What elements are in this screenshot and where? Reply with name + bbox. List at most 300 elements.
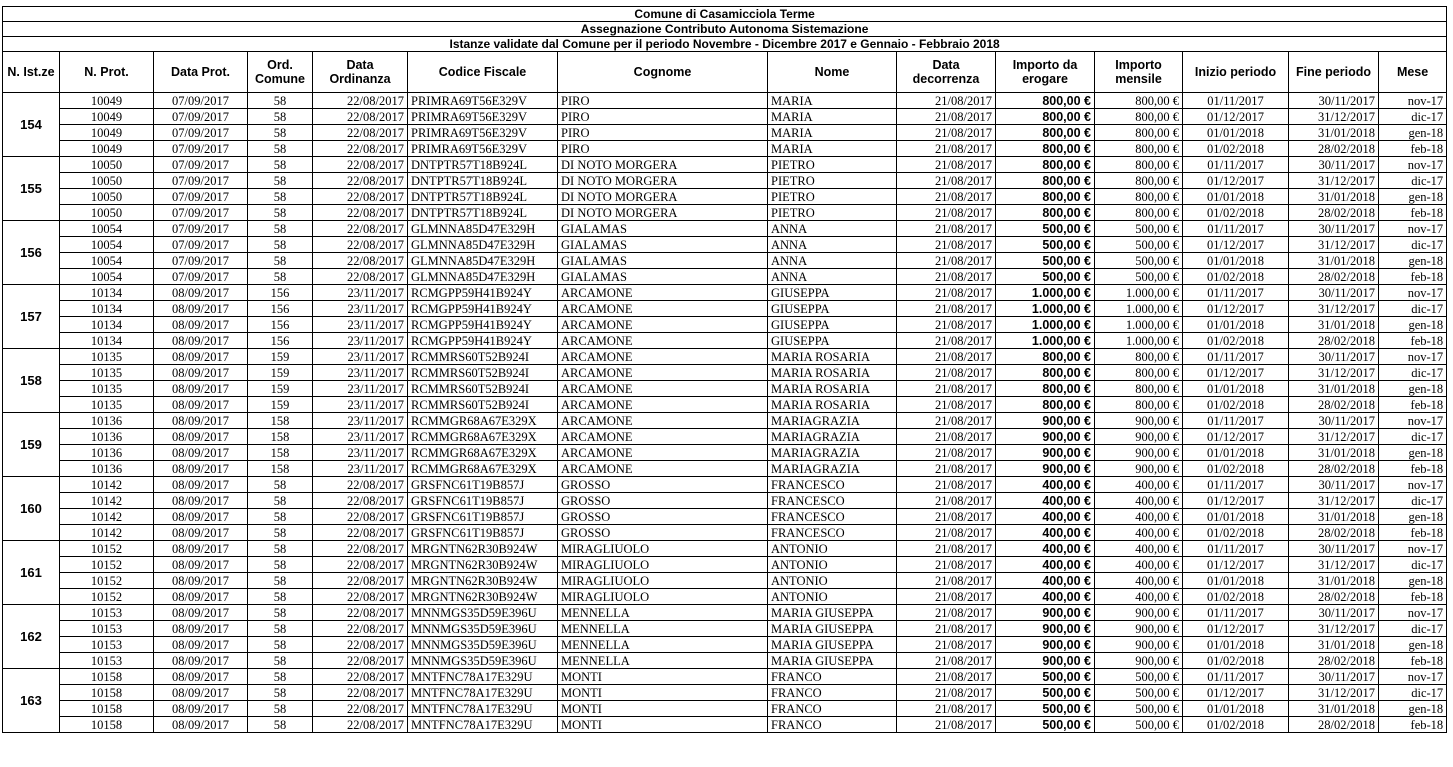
cell-n-prot: 10049	[60, 109, 154, 125]
cell-importo-erogare: 800,00 €	[996, 173, 1095, 189]
cell-nome: FRANCESCO	[768, 525, 897, 541]
cell-importo-erogare: 800,00 €	[996, 397, 1095, 413]
cell-inizio-periodo: 01/02/2018	[1183, 525, 1289, 541]
cell-data-ordinanza: 22/08/2017	[313, 637, 408, 653]
cell-inizio-periodo: 01/02/2018	[1183, 717, 1289, 733]
cell-codice-fiscale: RCMMGR68A67E329X	[408, 445, 558, 461]
table-row	[3, 269, 1447, 285]
cell-cognome: GROSSO	[558, 477, 768, 493]
cell-data-decorrenza: 21/08/2017	[897, 253, 996, 269]
table-row	[3, 141, 1447, 157]
istanza-number: 161	[3, 541, 60, 605]
cell-data-prot: 07/09/2017	[154, 189, 248, 205]
cell-importo-mensile: 500,00 €	[1095, 269, 1183, 285]
cell-data-prot: 08/09/2017	[154, 349, 248, 365]
cell-inizio-periodo: 01/01/2018	[1183, 637, 1289, 653]
cell-data-ordinanza: 22/08/2017	[313, 221, 408, 237]
cell-data-ordinanza: 23/11/2017	[313, 429, 408, 445]
comune-title: Comune di Casamicciola Terme	[3, 7, 1447, 22]
cell-codice-fiscale: GRSFNC61T19B857J	[408, 509, 558, 525]
istanza-number: 155	[3, 157, 60, 221]
cell-codice-fiscale: RCMGPP59H41B924Y	[408, 301, 558, 317]
cell-fine-periodo: 28/02/2018	[1289, 653, 1379, 669]
cell-ord-comune: 58	[248, 621, 313, 637]
cell-inizio-periodo: 01/11/2017	[1183, 669, 1289, 685]
cell-n-prot: 10153	[60, 653, 154, 669]
cell-nome: MARIA	[768, 109, 897, 125]
cell-importo-erogare: 800,00 €	[996, 205, 1095, 221]
cell-data-ordinanza: 23/11/2017	[313, 301, 408, 317]
cell-ord-comune: 156	[248, 317, 313, 333]
cell-nome: MARIA GIUSEPPA	[768, 653, 897, 669]
cell-fine-periodo: 31/01/2018	[1289, 701, 1379, 717]
cell-data-ordinanza: 22/08/2017	[313, 125, 408, 141]
cell-codice-fiscale: RCMMRS60T52B924I	[408, 397, 558, 413]
cell-importo-mensile: 800,00 €	[1095, 125, 1183, 141]
table-row	[3, 669, 1447, 685]
cell-data-decorrenza: 21/08/2017	[897, 381, 996, 397]
cell-fine-periodo: 31/12/2017	[1289, 173, 1379, 189]
cell-data-prot: 07/09/2017	[154, 93, 248, 109]
cell-n-prot: 10136	[60, 413, 154, 429]
cell-importo-erogare: 1.000,00 €	[996, 285, 1095, 301]
cell-mese: gen-18	[1379, 125, 1447, 141]
cell-data-prot: 08/09/2017	[154, 573, 248, 589]
cell-data-prot: 07/09/2017	[154, 237, 248, 253]
cell-codice-fiscale: GRSFNC61T19B857J	[408, 493, 558, 509]
column-header-row	[3, 52, 1447, 93]
cell-importo-mensile: 800,00 €	[1095, 349, 1183, 365]
cell-mese: feb-18	[1379, 525, 1447, 541]
cell-inizio-periodo: 01/01/2018	[1183, 125, 1289, 141]
cell-nome: ANNA	[768, 221, 897, 237]
cell-ord-comune: 58	[248, 605, 313, 621]
cell-inizio-periodo: 01/11/2017	[1183, 413, 1289, 429]
cell-codice-fiscale: MNNMGS35D59E396U	[408, 637, 558, 653]
cell-data-prot: 08/09/2017	[154, 557, 248, 573]
cell-data-ordinanza: 23/11/2017	[313, 365, 408, 381]
col-data-ordinanza: Data Ordinanza	[313, 52, 408, 93]
table-row	[3, 317, 1447, 333]
cell-fine-periodo: 31/01/2018	[1289, 445, 1379, 461]
cell-inizio-periodo: 01/02/2018	[1183, 653, 1289, 669]
cell-codice-fiscale: PRIMRA69T56E329V	[408, 141, 558, 157]
cell-codice-fiscale: MNTFNC78A17E329U	[408, 717, 558, 733]
cell-cognome: ARCAMONE	[558, 365, 768, 381]
table-row	[3, 173, 1447, 189]
cell-data-ordinanza: 23/11/2017	[313, 333, 408, 349]
cell-importo-erogare: 900,00 €	[996, 605, 1095, 621]
table-row	[3, 509, 1447, 525]
cell-fine-periodo: 30/11/2017	[1289, 605, 1379, 621]
cell-n-prot: 10050	[60, 189, 154, 205]
cell-mese: feb-18	[1379, 589, 1447, 605]
cell-ord-comune: 58	[248, 557, 313, 573]
cell-importo-mensile: 900,00 €	[1095, 653, 1183, 669]
cell-nome: MARIA	[768, 141, 897, 157]
cell-codice-fiscale: DNTPTR57T18B924L	[408, 189, 558, 205]
cell-ord-comune: 58	[248, 109, 313, 125]
cell-data-decorrenza: 21/08/2017	[897, 397, 996, 413]
table-row	[3, 493, 1447, 509]
cell-data-ordinanza: 22/08/2017	[313, 701, 408, 717]
cell-cognome: ARCAMONE	[558, 413, 768, 429]
cell-mese: dic-17	[1379, 557, 1447, 573]
cell-fine-periodo: 31/01/2018	[1289, 253, 1379, 269]
cell-data-prot: 08/09/2017	[154, 637, 248, 653]
cell-n-prot: 10054	[60, 237, 154, 253]
cell-ord-comune: 58	[248, 189, 313, 205]
table-row	[3, 445, 1447, 461]
cell-fine-periodo: 28/02/2018	[1289, 525, 1379, 541]
cell-fine-periodo: 30/11/2017	[1289, 477, 1379, 493]
cell-importo-erogare: 900,00 €	[996, 413, 1095, 429]
cell-data-prot: 08/09/2017	[154, 397, 248, 413]
cell-data-ordinanza: 22/08/2017	[313, 141, 408, 157]
cell-data-decorrenza: 21/08/2017	[897, 189, 996, 205]
cell-data-decorrenza: 21/08/2017	[897, 173, 996, 189]
cell-importo-mensile: 400,00 €	[1095, 573, 1183, 589]
table-row	[3, 589, 1447, 605]
cell-codice-fiscale: PRIMRA69T56E329V	[408, 93, 558, 109]
cell-importo-mensile: 800,00 €	[1095, 141, 1183, 157]
cell-nome: FRANCO	[768, 669, 897, 685]
cell-inizio-periodo: 01/12/2017	[1183, 365, 1289, 381]
cell-mese: nov-17	[1379, 221, 1447, 237]
cell-inizio-periodo: 01/02/2018	[1183, 333, 1289, 349]
cell-codice-fiscale: GRSFNC61T19B857J	[408, 477, 558, 493]
cell-data-prot: 08/09/2017	[154, 301, 248, 317]
contributi-table	[2, 6, 1447, 733]
cell-inizio-periodo: 01/02/2018	[1183, 397, 1289, 413]
cell-nome: ANTONIO	[768, 541, 897, 557]
istanza-number: 156	[3, 221, 60, 285]
cell-importo-erogare: 900,00 €	[996, 637, 1095, 653]
table-row	[3, 125, 1447, 141]
cell-n-prot: 10134	[60, 333, 154, 349]
cell-inizio-periodo: 01/12/2017	[1183, 109, 1289, 125]
cell-data-decorrenza: 21/08/2017	[897, 493, 996, 509]
cell-fine-periodo: 31/12/2017	[1289, 109, 1379, 125]
cell-cognome: ARCAMONE	[558, 445, 768, 461]
cell-fine-periodo: 30/11/2017	[1289, 349, 1379, 365]
cell-nome: FRANCESCO	[768, 509, 897, 525]
cell-cognome: MENNELLA	[558, 653, 768, 669]
cell-importo-erogare: 500,00 €	[996, 253, 1095, 269]
cell-n-prot: 10134	[60, 301, 154, 317]
cell-fine-periodo: 28/02/2018	[1289, 589, 1379, 605]
cell-importo-mensile: 900,00 €	[1095, 621, 1183, 637]
cell-ord-comune: 58	[248, 157, 313, 173]
cell-n-prot: 10158	[60, 717, 154, 733]
cell-n-prot: 10135	[60, 381, 154, 397]
cell-cognome: MENNELLA	[558, 637, 768, 653]
cell-importo-erogare: 1.000,00 €	[996, 317, 1095, 333]
cell-data-decorrenza: 21/08/2017	[897, 125, 996, 141]
cell-importo-mensile: 800,00 €	[1095, 109, 1183, 125]
cell-data-ordinanza: 22/08/2017	[313, 621, 408, 637]
cell-importo-mensile: 900,00 €	[1095, 605, 1183, 621]
cell-mese: dic-17	[1379, 685, 1447, 701]
cell-n-prot: 10136	[60, 429, 154, 445]
cell-data-decorrenza: 21/08/2017	[897, 605, 996, 621]
cell-importo-erogare: 400,00 €	[996, 493, 1095, 509]
cell-data-decorrenza: 21/08/2017	[897, 285, 996, 301]
cell-inizio-periodo: 01/11/2017	[1183, 285, 1289, 301]
cell-mese: nov-17	[1379, 669, 1447, 685]
cell-fine-periodo: 31/12/2017	[1289, 301, 1379, 317]
col-codice-fiscale: Codice Fiscale	[408, 52, 558, 93]
cell-importo-mensile: 900,00 €	[1095, 429, 1183, 445]
cell-data-prot: 08/09/2017	[154, 717, 248, 733]
col-fine-periodo: Fine periodo	[1289, 52, 1379, 93]
cell-data-ordinanza: 23/11/2017	[313, 461, 408, 477]
cell-importo-erogare: 800,00 €	[996, 125, 1095, 141]
cell-importo-erogare: 1.000,00 €	[996, 301, 1095, 317]
cell-codice-fiscale: DNTPTR57T18B924L	[408, 157, 558, 173]
cell-fine-periodo: 28/02/2018	[1289, 269, 1379, 285]
cell-ord-comune: 58	[248, 509, 313, 525]
cell-mese: dic-17	[1379, 621, 1447, 637]
cell-n-prot: 10152	[60, 541, 154, 557]
cell-inizio-periodo: 01/12/2017	[1183, 429, 1289, 445]
cell-n-prot: 10142	[60, 477, 154, 493]
cell-codice-fiscale: MRGNTN62R30B924W	[408, 557, 558, 573]
cell-mese: gen-18	[1379, 189, 1447, 205]
cell-codice-fiscale: RCMMGR68A67E329X	[408, 429, 558, 445]
cell-codice-fiscale: GLMNNA85D47E329H	[408, 237, 558, 253]
cell-n-prot: 10134	[60, 317, 154, 333]
cell-fine-periodo: 30/11/2017	[1289, 541, 1379, 557]
cell-ord-comune: 58	[248, 701, 313, 717]
cell-codice-fiscale: RCMMRS60T52B924I	[408, 365, 558, 381]
cell-ord-comune: 58	[248, 221, 313, 237]
cell-data-prot: 07/09/2017	[154, 269, 248, 285]
cell-inizio-periodo: 01/11/2017	[1183, 477, 1289, 493]
cell-nome: FRANCO	[768, 685, 897, 701]
cell-cognome: DI NOTO MORGERA	[558, 205, 768, 221]
istanza-number: 157	[3, 285, 60, 349]
cell-data-prot: 08/09/2017	[154, 525, 248, 541]
cell-nome: FRANCO	[768, 717, 897, 733]
cell-nome: MARIA GIUSEPPA	[768, 605, 897, 621]
cell-data-ordinanza: 22/08/2017	[313, 509, 408, 525]
cell-inizio-periodo: 01/11/2017	[1183, 93, 1289, 109]
cell-data-prot: 07/09/2017	[154, 253, 248, 269]
cell-data-decorrenza: 21/08/2017	[897, 685, 996, 701]
cell-fine-periodo: 31/12/2017	[1289, 493, 1379, 509]
cell-inizio-periodo: 01/12/2017	[1183, 301, 1289, 317]
cell-inizio-periodo: 01/02/2018	[1183, 269, 1289, 285]
cell-mese: feb-18	[1379, 141, 1447, 157]
cell-data-ordinanza: 22/08/2017	[313, 253, 408, 269]
cell-importo-erogare: 900,00 €	[996, 653, 1095, 669]
cell-n-prot: 10142	[60, 509, 154, 525]
cell-inizio-periodo: 01/01/2018	[1183, 253, 1289, 269]
table-row	[3, 157, 1447, 173]
cell-ord-comune: 159	[248, 349, 313, 365]
cell-importo-mensile: 800,00 €	[1095, 381, 1183, 397]
cell-cognome: MIRAGLIUOLO	[558, 573, 768, 589]
cell-importo-erogare: 800,00 €	[996, 381, 1095, 397]
cell-importo-mensile: 800,00 €	[1095, 157, 1183, 173]
table-row	[3, 429, 1447, 445]
cell-fine-periodo: 31/12/2017	[1289, 621, 1379, 637]
cell-mese: dic-17	[1379, 429, 1447, 445]
cell-data-decorrenza: 21/08/2017	[897, 653, 996, 669]
cell-n-prot: 10050	[60, 205, 154, 221]
cell-data-decorrenza: 21/08/2017	[897, 477, 996, 493]
cell-data-prot: 07/09/2017	[154, 205, 248, 221]
cell-data-decorrenza: 21/08/2017	[897, 237, 996, 253]
cell-data-prot: 07/09/2017	[154, 109, 248, 125]
cell-data-prot: 08/09/2017	[154, 621, 248, 637]
cell-mese: feb-18	[1379, 269, 1447, 285]
cell-data-ordinanza: 22/08/2017	[313, 557, 408, 573]
cell-data-ordinanza: 22/08/2017	[313, 189, 408, 205]
cell-nome: MARIA	[768, 93, 897, 109]
cell-nome: ANNA	[768, 269, 897, 285]
cell-codice-fiscale: RCMGPP59H41B924Y	[408, 285, 558, 301]
col-ord-comune: Ord. Comune	[248, 52, 313, 93]
cell-n-prot: 10142	[60, 493, 154, 509]
cell-fine-periodo: 28/02/2018	[1289, 333, 1379, 349]
cell-ord-comune: 159	[248, 381, 313, 397]
cell-fine-periodo: 31/12/2017	[1289, 429, 1379, 445]
cell-inizio-periodo: 01/01/2018	[1183, 509, 1289, 525]
cell-codice-fiscale: RCMMGR68A67E329X	[408, 413, 558, 429]
cell-nome: GIUSEPPA	[768, 317, 897, 333]
cell-codice-fiscale: RCMGPP59H41B924Y	[408, 333, 558, 349]
cell-ord-comune: 158	[248, 461, 313, 477]
cell-data-decorrenza: 21/08/2017	[897, 541, 996, 557]
table-body	[3, 93, 1447, 733]
cell-importo-erogare: 900,00 €	[996, 461, 1095, 477]
table-row	[3, 637, 1447, 653]
cell-codice-fiscale: MRGNTN62R30B924W	[408, 573, 558, 589]
cell-data-ordinanza: 23/11/2017	[313, 413, 408, 429]
cell-codice-fiscale: GLMNNA85D47E329H	[408, 221, 558, 237]
cell-data-ordinanza: 22/08/2017	[313, 237, 408, 253]
cell-codice-fiscale: PRIMRA69T56E329V	[408, 125, 558, 141]
table-row	[3, 205, 1447, 221]
cell-data-decorrenza: 21/08/2017	[897, 573, 996, 589]
cell-ord-comune: 158	[248, 429, 313, 445]
cell-importo-mensile: 500,00 €	[1095, 669, 1183, 685]
table-row	[3, 717, 1447, 733]
cell-data-prot: 08/09/2017	[154, 413, 248, 429]
cell-nome: PIETRO	[768, 205, 897, 221]
cell-fine-periodo: 31/12/2017	[1289, 237, 1379, 253]
table-row	[3, 109, 1447, 125]
cell-n-prot: 10050	[60, 157, 154, 173]
table-row	[3, 541, 1447, 557]
cell-codice-fiscale: GRSFNC61T19B857J	[408, 525, 558, 541]
cell-codice-fiscale: RCMMGR68A67E329X	[408, 461, 558, 477]
cell-nome: FRANCO	[768, 701, 897, 717]
cell-ord-comune: 58	[248, 573, 313, 589]
cell-ord-comune: 159	[248, 397, 313, 413]
cell-inizio-periodo: 01/01/2018	[1183, 573, 1289, 589]
cell-data-ordinanza: 23/11/2017	[313, 285, 408, 301]
cell-importo-mensile: 800,00 €	[1095, 397, 1183, 413]
cell-data-ordinanza: 22/08/2017	[313, 93, 408, 109]
cell-importo-erogare: 800,00 €	[996, 93, 1095, 109]
cell-n-prot: 10136	[60, 445, 154, 461]
cell-importo-mensile: 400,00 €	[1095, 557, 1183, 573]
cell-codice-fiscale: MNTFNC78A17E329U	[408, 701, 558, 717]
cell-importo-erogare: 400,00 €	[996, 477, 1095, 493]
cell-importo-erogare: 400,00 €	[996, 541, 1095, 557]
cell-nome: MARIAGRAZIA	[768, 429, 897, 445]
cell-mese: feb-18	[1379, 461, 1447, 477]
cell-fine-periodo: 31/01/2018	[1289, 637, 1379, 653]
cell-data-ordinanza: 22/08/2017	[313, 157, 408, 173]
cell-ord-comune: 58	[248, 653, 313, 669]
cell-data-decorrenza: 21/08/2017	[897, 445, 996, 461]
cell-data-ordinanza: 23/11/2017	[313, 317, 408, 333]
cell-mese: nov-17	[1379, 541, 1447, 557]
cell-ord-comune: 58	[248, 237, 313, 253]
cell-mese: nov-17	[1379, 349, 1447, 365]
cell-inizio-periodo: 01/02/2018	[1183, 461, 1289, 477]
cell-codice-fiscale: MRGNTN62R30B924W	[408, 589, 558, 605]
table-row	[3, 397, 1447, 413]
cell-inizio-periodo: 01/02/2018	[1183, 205, 1289, 221]
cell-importo-erogare: 500,00 €	[996, 269, 1095, 285]
cell-inizio-periodo: 01/11/2017	[1183, 221, 1289, 237]
col-data-prot: Data Prot.	[154, 52, 248, 93]
cell-mese: nov-17	[1379, 477, 1447, 493]
cell-cognome: MENNELLA	[558, 605, 768, 621]
table-row	[3, 285, 1447, 301]
cell-inizio-periodo: 01/12/2017	[1183, 493, 1289, 509]
cell-importo-erogare: 500,00 €	[996, 717, 1095, 733]
cell-data-decorrenza: 21/08/2017	[897, 429, 996, 445]
cell-cognome: ARCAMONE	[558, 461, 768, 477]
cell-importo-erogare: 400,00 €	[996, 509, 1095, 525]
cell-nome: ANNA	[768, 237, 897, 253]
istanza-number: 163	[3, 669, 60, 733]
cell-importo-mensile: 400,00 €	[1095, 525, 1183, 541]
cell-importo-mensile: 500,00 €	[1095, 221, 1183, 237]
cell-data-ordinanza: 22/08/2017	[313, 589, 408, 605]
table-row	[3, 93, 1447, 109]
cell-cognome: GROSSO	[558, 525, 768, 541]
cell-importo-erogare: 800,00 €	[996, 157, 1095, 173]
cell-nome: MARIA ROSARIA	[768, 397, 897, 413]
cell-mese: nov-17	[1379, 157, 1447, 173]
table-row	[3, 413, 1447, 429]
cell-fine-periodo: 30/11/2017	[1289, 221, 1379, 237]
cell-data-ordinanza: 22/08/2017	[313, 173, 408, 189]
cell-codice-fiscale: DNTPTR57T18B924L	[408, 205, 558, 221]
cell-fine-periodo: 31/01/2018	[1289, 189, 1379, 205]
col-importo-erogare: Importo da erogare	[996, 52, 1095, 93]
cell-nome: GIUSEPPA	[768, 333, 897, 349]
cell-importo-erogare: 800,00 €	[996, 189, 1095, 205]
cell-n-prot: 10049	[60, 125, 154, 141]
period-subtitle: Istanze validate dal Comune per il periodo Novembre - Dicembre 2017 e Gennaio - Febbraio 2018	[3, 37, 1447, 52]
cell-data-prot: 08/09/2017	[154, 493, 248, 509]
cell-codice-fiscale: DNTPTR57T18B924L	[408, 173, 558, 189]
cell-importo-mensile: 500,00 €	[1095, 685, 1183, 701]
cell-mese: nov-17	[1379, 285, 1447, 301]
cell-cognome: ARCAMONE	[558, 429, 768, 445]
cell-n-prot: 10152	[60, 557, 154, 573]
col-n-istanze: N. Ist.ze	[3, 52, 60, 93]
cell-data-decorrenza: 21/08/2017	[897, 301, 996, 317]
